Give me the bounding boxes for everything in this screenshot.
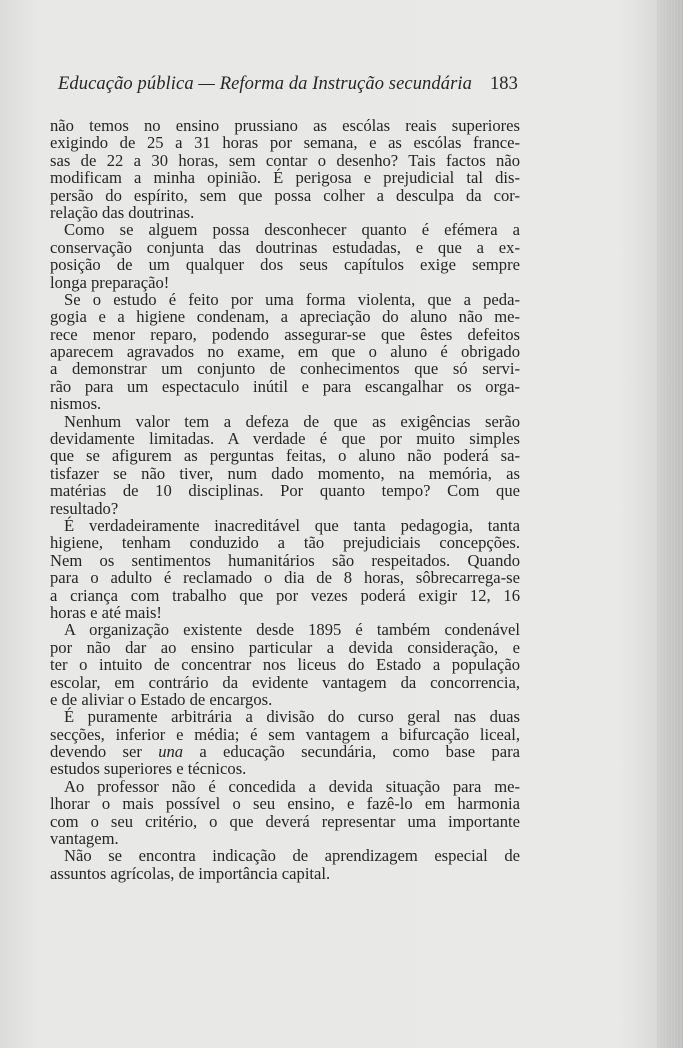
text-line: modificam a minha opinião. É perigosa e prejudicial tal dis- xyxy=(50,168,520,188)
text-line: para o adulto é reclamado o dia de 8 horas, sôbrecarrega-se xyxy=(50,568,520,588)
text-line: Ao professor não é concedida a devida situação para me- xyxy=(64,776,520,796)
text-line: com o seu critério, o que deverá representar uma importante xyxy=(50,811,520,831)
text-line: por não dar ao ensino particular a devida consideração, e xyxy=(50,637,520,657)
text-line: escolar, em contrário da evidente vantagem da concorrencia, xyxy=(50,672,520,692)
text-line: não temos no ensino prussiano as escólas reais superiores xyxy=(50,116,520,135)
text-line: É puramente arbitrária a divisão do curso geral nas duas xyxy=(64,707,520,727)
text-line: nismos. xyxy=(50,394,102,414)
text-line: estudos superiores e técnicos. xyxy=(50,759,247,779)
text-line: conservação conjunta das doutrinas estudadas, e que a ex- xyxy=(50,237,520,257)
text-line: assuntos agrícolas, de importância capital. xyxy=(50,863,331,883)
text-line: rece menor reparo, podendo assegurar-se que êstes defeitos xyxy=(50,324,520,344)
text-line: A organização existente desde 1895 é também condenável xyxy=(64,620,520,640)
text-line: Nem os sentimentos humanitários são respeitados. Quando xyxy=(50,550,520,570)
text-line: e de aliviar o Estado de encargos. xyxy=(50,689,273,709)
text-line: Se o estudo é feito por uma forma violenta, que a peda- xyxy=(64,289,520,309)
text-line: devendo ser una a educação secundária, como base para xyxy=(50,742,520,762)
text-line: a criança com trabalho que por vezes poderá exigir 12, 16 xyxy=(50,585,520,605)
body-text xyxy=(50,117,520,882)
text-line: posição de um qualquer dos seus capítulos exige sempre xyxy=(50,255,520,275)
text-line: resultado? xyxy=(50,498,119,518)
text-line: devidamente limitadas. A verdade é que por muito simples xyxy=(50,429,520,449)
text-line: gogia e a higiene condenam, a apreciação do aluno não me- xyxy=(50,307,520,327)
running-head xyxy=(58,74,518,102)
page-number: 183 xyxy=(489,74,518,94)
text-line: aparecem agravados no exame, em que o aluno é obrigado xyxy=(50,342,520,362)
text-line: higiene, tenham conduzido a tão prejudiciais concepções. xyxy=(50,533,520,553)
text-line: ter o intuito de concentrar nos liceus do Estado a população xyxy=(50,655,520,675)
text-line: horas e até mais! xyxy=(50,602,162,622)
text-line: persão do espírito, sem que possa colher a desculpa da cor- xyxy=(50,185,520,205)
text-line: Nenhum valor tem a defeza de que as exigências serão xyxy=(64,411,520,431)
emphasis: una xyxy=(158,742,184,762)
text-line: Não se encontra indicação de aprendizagem especial de xyxy=(64,846,520,866)
text-line: Como se alguem possa desconhecer quanto é efémera a xyxy=(64,220,520,240)
running-title: Educação pública — Reforma da Instrução secundária xyxy=(58,74,472,94)
text-line: longa preparação! xyxy=(50,272,170,292)
text-line: sas de 22 a 30 horas, sem contar o desenho? Tais factos não xyxy=(50,150,520,170)
text-line: secções, inferior e média; é sem vantagem a bifurcação liceal, xyxy=(50,724,520,744)
text-line: que se afigurem as perguntas feitas, o aluno não poderá sa- xyxy=(50,446,520,466)
text-line: É verdadeiramente inacreditável que tanta pedagogia, tanta xyxy=(64,515,520,535)
text-line: rão para um espectaculo inútil e para escangalhar os orga- xyxy=(50,376,520,396)
text-line: exigindo de 25 a 31 horas por semana, e as escólas france- xyxy=(50,133,520,153)
text-line: a demonstrar um conjunto de conhecimentos que só servi- xyxy=(50,359,520,379)
text-line: relação das doutrinas. xyxy=(50,202,195,222)
text-line: vantagem. xyxy=(50,829,119,849)
text-line: tisfazer se não tiver, num dado momento, na memória, as xyxy=(50,463,520,483)
text-line: lhorar o mais possível o seu ensino, e fazê-lo em harmonia xyxy=(50,794,520,814)
page-edge-shadow xyxy=(657,0,683,1048)
text-line: matérias de 10 disciplinas. Por quanto tempo? Com que xyxy=(50,481,520,501)
